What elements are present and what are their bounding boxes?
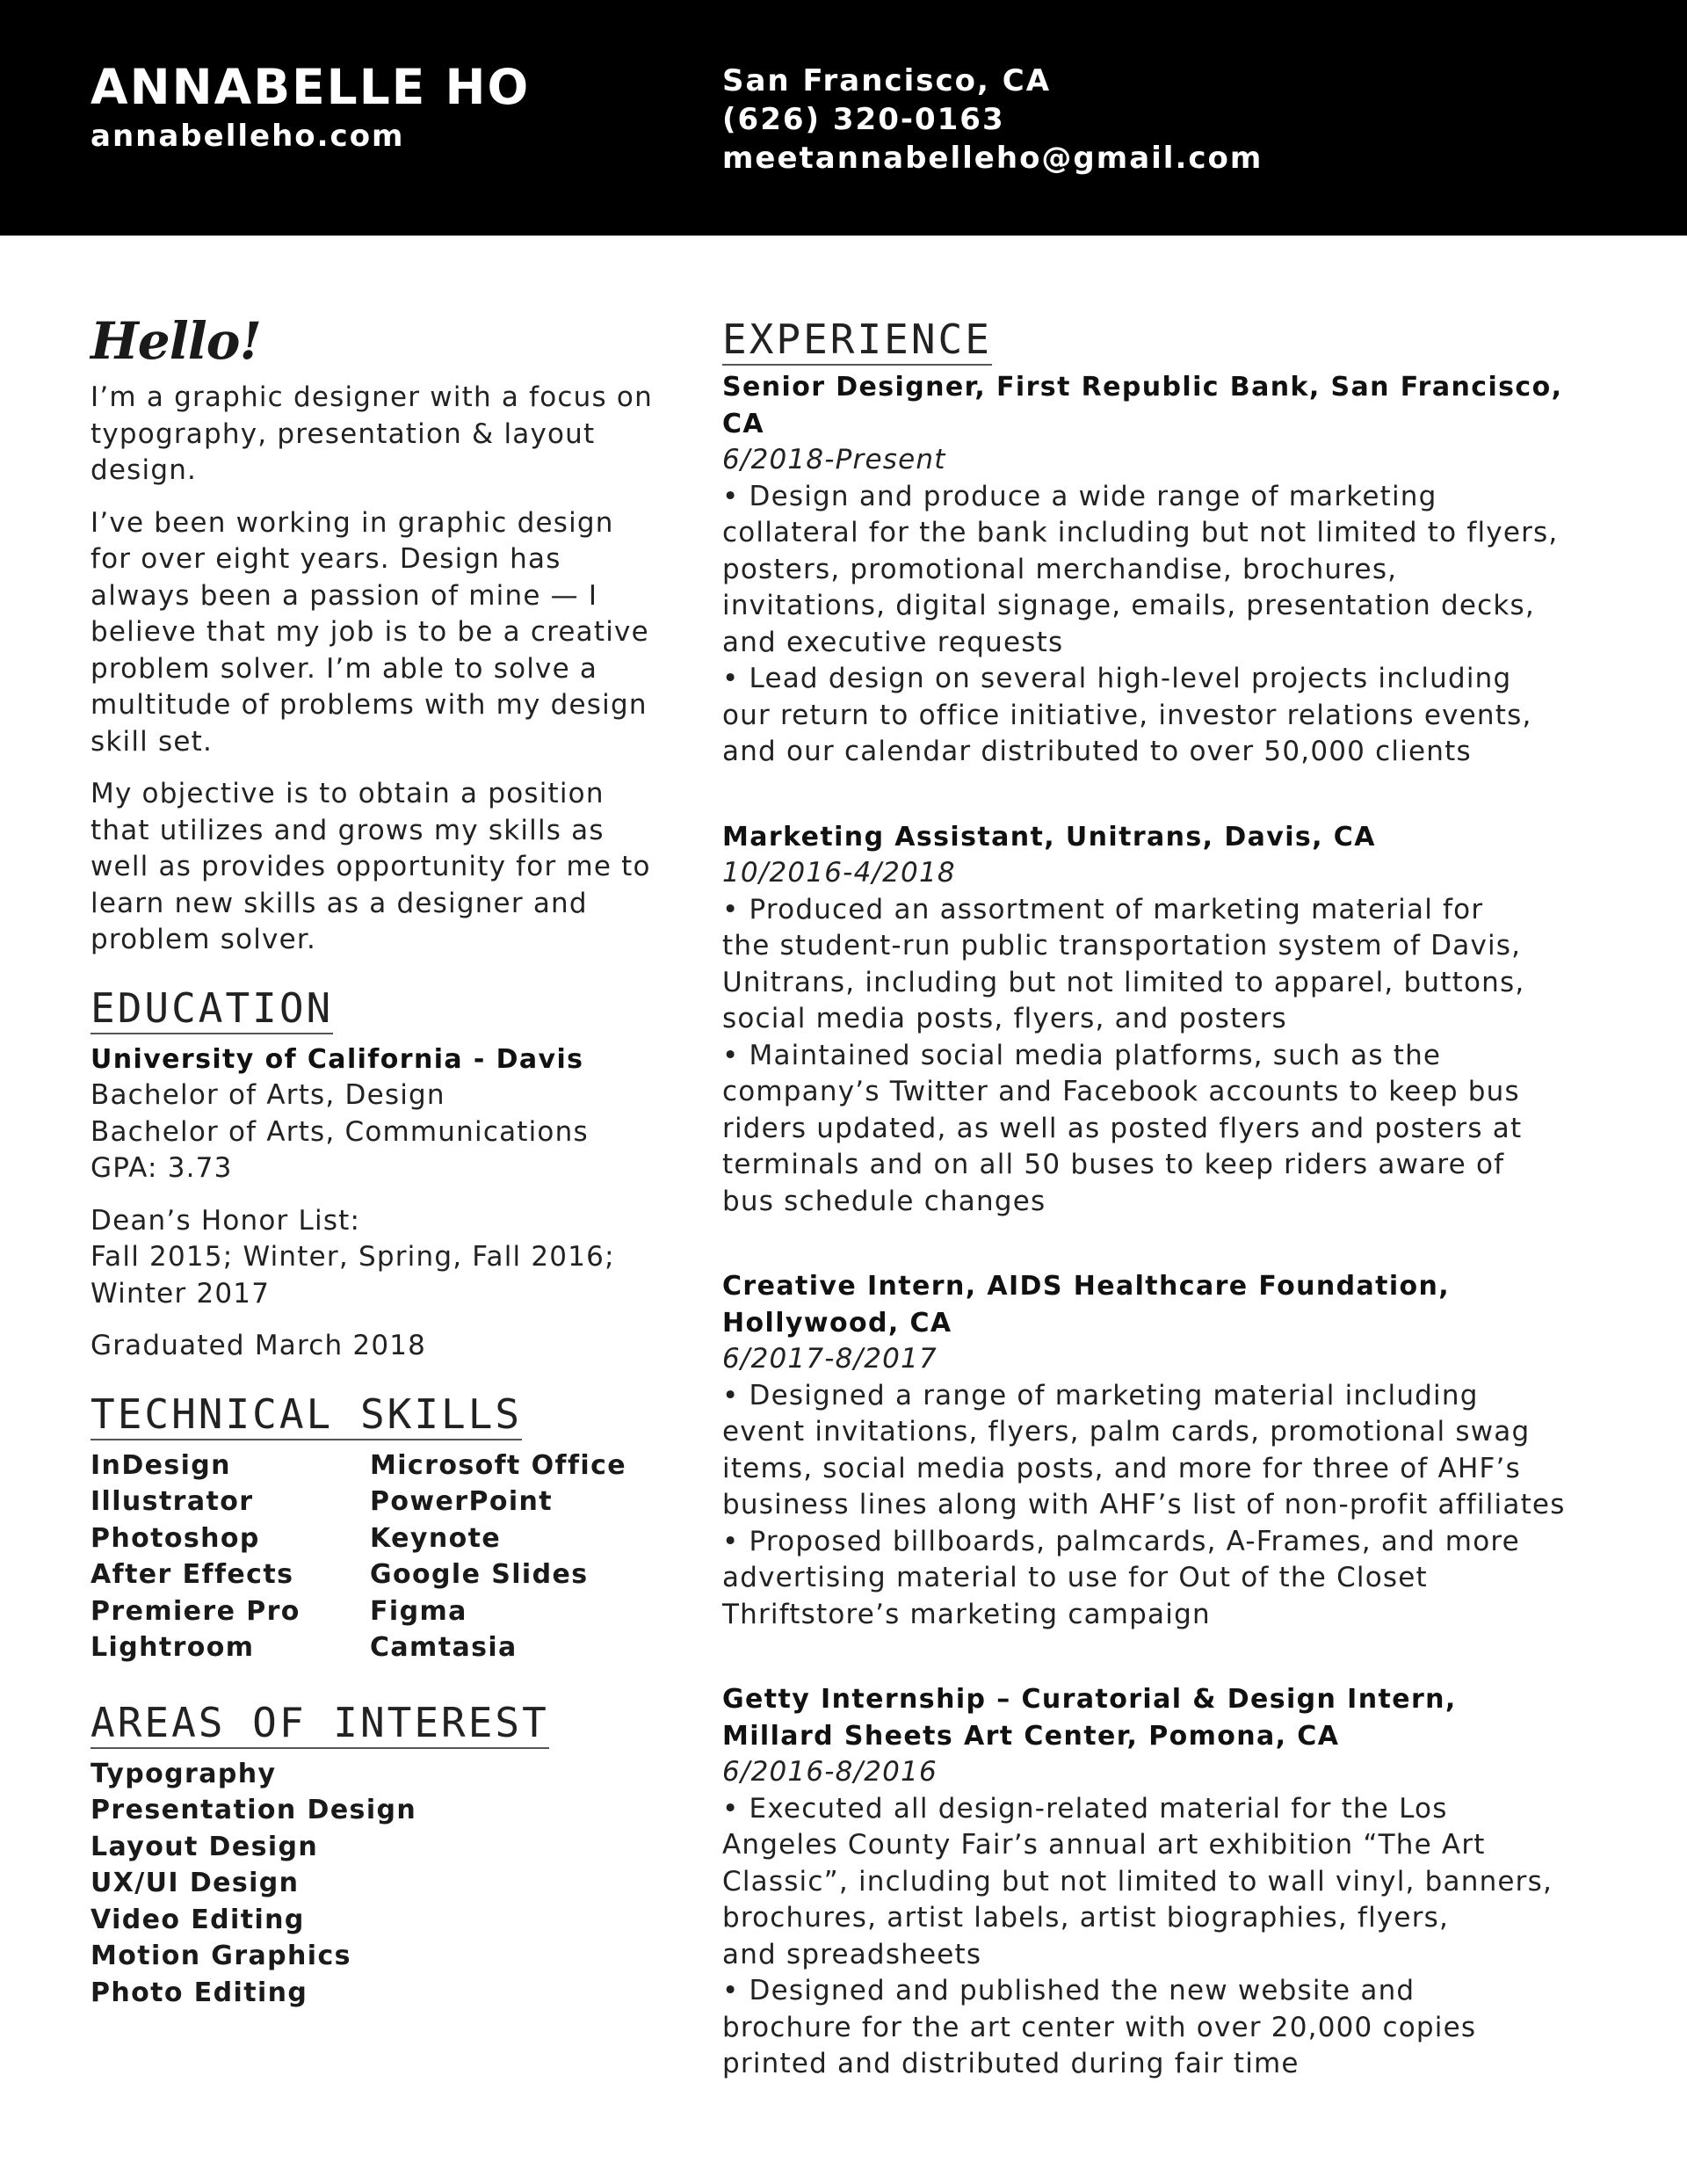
job-description-line: riders updated, as well as posted flyers and posters at (722, 1112, 1523, 1144)
job-entry (722, 819, 1610, 1221)
interest-item: Layout Design (91, 1831, 319, 1862)
job-description-line: event invitations, flyers, palm cards, promotional swag (722, 1416, 1531, 1448)
experience-heading: EXPERIENCE (722, 316, 992, 366)
intro-paragraph: I’m a graphic designer with a focus on typography, presentation & layout design. (91, 381, 653, 486)
skill-item: Microsoft Office (370, 1449, 627, 1481)
job-description-line: • Designed and published the new website and (722, 1975, 1415, 2006)
job-description-line: Thriftstore’s marketing campaign (722, 1598, 1211, 1630)
job-description-line: business lines along with AHF’s list of non-profit affiliates (722, 1489, 1566, 1520)
job-description-line: terminals and on all 50 buses to keep riders aware of (722, 1149, 1505, 1180)
interest-item: Photo Editing (91, 1977, 308, 2008)
job-description-line: Angeles County Fair’s annual art exhibition “The Art (722, 1829, 1486, 1861)
job-description-line: the student-run public transportation system of Davis, (722, 930, 1522, 961)
website-link[interactable]: annabelleho.com (91, 119, 405, 154)
interests-heading: AREAS OF INTEREST (91, 1700, 549, 1749)
job-title: Creative Intern, AIDS Healthcare Foundation, (722, 1271, 1451, 1302)
intro-paragraph: My objective is to obtain a position that utilizes and grows my skills as well as provides opportunity for me to learn new skills as a designer and problem solver. (91, 778, 651, 955)
intro-paragraph: I’ve been working in graphic design for over eight years. Design has always been a passion of mine — I believe that my job is to be a creative problem solver. I’m able to solve a multitude of problems with my design skill set. (91, 506, 649, 758)
job-date: 10/2016-4/2018 (722, 857, 956, 889)
candidate-name: ANNABELLE HO (91, 59, 531, 115)
skill-item: After Effects (91, 1559, 294, 1590)
jobs-list (722, 369, 1610, 2083)
job-description-line: • Designed a range of marketing material including (722, 1379, 1479, 1411)
job-title: Millard Sheets Art Center, Pomona, CA (722, 1720, 1340, 1752)
job-title: Marketing Assistant, Unitrans, Davis, CA (722, 821, 1376, 853)
contact-block (722, 62, 1263, 178)
skill-item: Figma (370, 1595, 467, 1627)
job-description-line: company’s Twitter and Facebook accounts to keep bus (722, 1076, 1520, 1107)
skill-item: Lightroom (91, 1632, 255, 1663)
interest-item: Presentation Design (91, 1795, 417, 1825)
skill-item: InDesign (91, 1449, 231, 1481)
job-description-line: invitations, digital signage, emails, presentation decks, (722, 590, 1535, 621)
job-description-line: • Executed all design-related material for the Los (722, 1792, 1448, 1825)
gpa: GPA: 3.73 (91, 1152, 233, 1184)
job-date: 6/2018-Present (722, 444, 946, 475)
skill-item: PowerPoint (370, 1486, 554, 1517)
job-description-line: Unitrans, including but not limited to apparel, buttons, (722, 966, 1525, 998)
skills-heading: TECHNICAL SKILLS (91, 1391, 522, 1440)
honors-line: Winter 2017 (91, 1277, 271, 1310)
job-description-line: • Proposed billboards, palmcards, A-Frames, and more (722, 1525, 1520, 1557)
skill-item: Illustrator (91, 1486, 254, 1517)
job-description-line: social media posts, flyers, and posters (722, 1003, 1287, 1034)
job-description-line: brochures, artist labels, artist biographies, flyers, (722, 1902, 1450, 1934)
job-title: Getty Internship – Curatorial & Design Intern, (722, 1684, 1457, 1715)
skills-grid (91, 1448, 653, 1666)
job-entry (722, 1268, 1610, 1633)
job-title: Hollywood, CA (722, 1307, 952, 1339)
interest-item: Typography (91, 1758, 277, 1789)
education-heading: EDUCATION (91, 985, 333, 1034)
job-entry (722, 369, 1610, 771)
honors-label: Dean’s Honor List: (91, 1204, 361, 1237)
job-description-line: our return to office initiative, investor relations events, (722, 699, 1532, 731)
job-description-line: advertising material to use for Out of the Closet (722, 1562, 1428, 1593)
email-link[interactable]: meetannabelleho@gmail.com (722, 141, 1263, 176)
job-description-line: and spreadsheets (722, 1938, 982, 1970)
skill-item: Premiere Pro (91, 1595, 300, 1627)
job-description-line: items, social media posts, and more for three of AHF’s (722, 1452, 1521, 1484)
header-banner (0, 0, 1687, 236)
location: San Francisco, CA (722, 63, 1052, 98)
degree: Bachelor of Arts, Design (91, 1079, 445, 1111)
job-description-line: collateral for the bank including but not limited to flyers, (722, 517, 1559, 548)
job-entry (722, 1681, 1610, 2083)
job-description-line: Classic”, including but not limited to wall vinyl, banners, (722, 1865, 1553, 1897)
job-date: 6/2017-8/2017 (722, 1343, 938, 1375)
skill-item: Google Slides (370, 1559, 589, 1590)
interest-item: Motion Graphics (91, 1941, 351, 1971)
job-description-line: • Produced an assortment of marketing material for (722, 893, 1484, 925)
greeting: Hello! (91, 311, 261, 371)
right-column (722, 316, 1610, 2131)
job-description-line: • Design and produce a wide range of marketing (722, 480, 1437, 512)
skill-item: Keynote (370, 1522, 502, 1554)
phone[interactable]: (626) 320-0163 (722, 102, 1005, 137)
degree: Bachelor of Arts, Communications (91, 1115, 589, 1148)
job-description-line: printed and distributed during fair time (722, 2048, 1300, 2079)
left-column (91, 308, 653, 2011)
job-description-line: posters, promotional merchandise, brochures, (722, 553, 1398, 585)
skill-item: Photoshop (91, 1522, 260, 1554)
interest-item: UX/UI Design (91, 1868, 300, 1898)
job-title: Senior Designer, First Republic Bank, San Francisco, CA (722, 372, 1563, 439)
job-description-line: bus schedule changes (722, 1185, 1046, 1217)
job-description-line: • Lead design on several high-level projects including (722, 663, 1512, 694)
job-description-line: brochure for the art center with over 20,000 copies (722, 2011, 1477, 2043)
honors-line: Fall 2015; Winter, Spring, Fall 2016; (91, 1241, 615, 1273)
interest-item: Video Editing (91, 1904, 305, 1935)
school-name: University of California - Davis (91, 1043, 584, 1075)
job-description-line: and executive requests (722, 626, 1064, 658)
graduation-date: Graduated March 2018 (91, 1330, 427, 1361)
skill-item: Camtasia (370, 1632, 518, 1663)
job-description-line: • Maintained social media platforms, such as the (722, 1039, 1442, 1071)
job-date: 6/2016-8/2016 (722, 1756, 938, 1788)
job-description-line: and our calendar distributed to over 50,000 clients (722, 736, 1472, 767)
